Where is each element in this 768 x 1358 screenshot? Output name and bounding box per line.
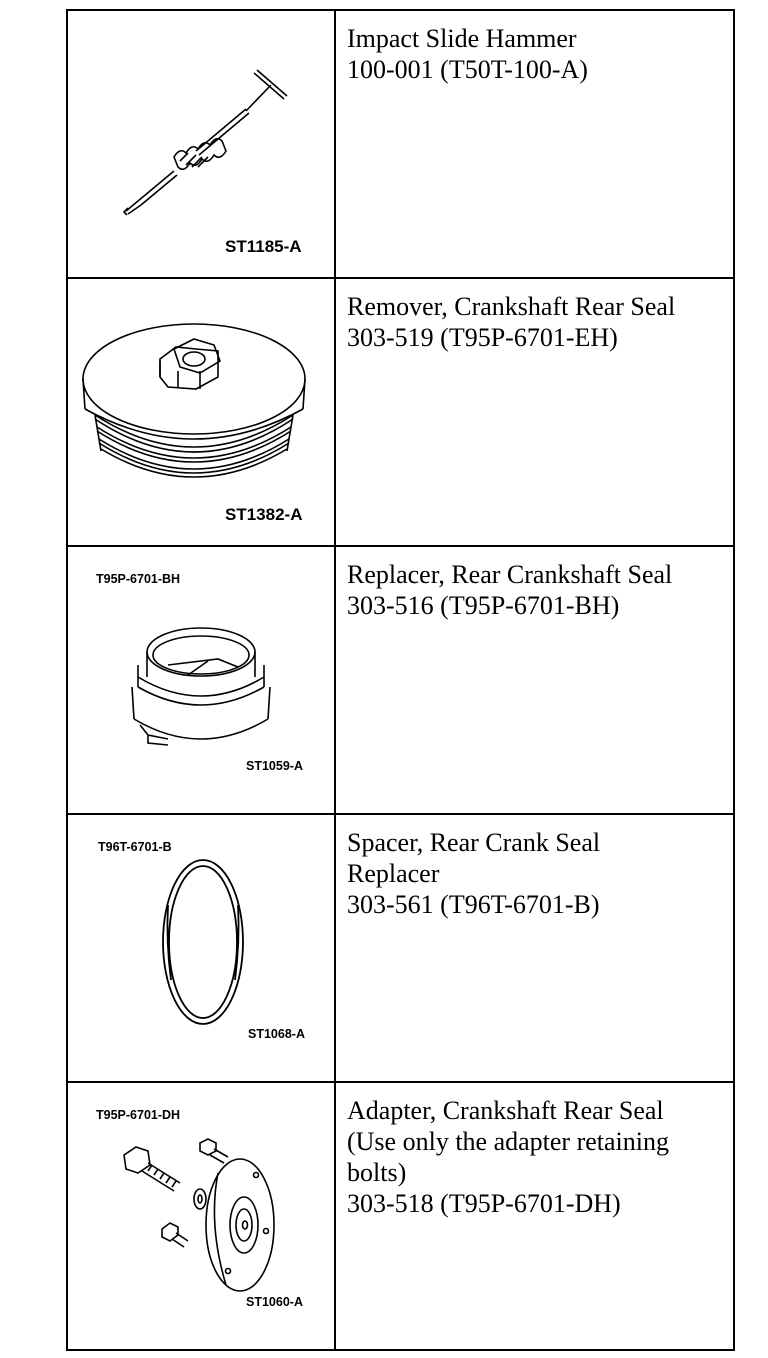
- tool-name-line2: Replacer: [347, 859, 440, 888]
- part-label: T96T-6701-B: [98, 840, 172, 854]
- tool-illustration-cell: [67, 1082, 335, 1350]
- illustration-id: ST1185-A: [225, 237, 302, 256]
- slide-hammer-illustration: [68, 11, 334, 265]
- illustration-id: ST1060-A: [246, 1295, 303, 1309]
- special-tools-table: [66, 9, 735, 1351]
- tool-name-line1: Spacer, Rear Crank Seal: [347, 828, 601, 857]
- tool-number: 303-518 (T95P-6701-DH): [347, 1189, 621, 1218]
- tool-number: 303-519 (T95P-6701-EH): [347, 323, 618, 352]
- tool-illustration-cell: [67, 10, 335, 278]
- tool-illustration-cell: [67, 546, 335, 814]
- tool-description-cell: [335, 1082, 734, 1350]
- tool-name: Replacer, Rear Crankshaft Seal: [347, 560, 673, 589]
- illustration-id: ST1382-A: [225, 505, 303, 524]
- tool-row: [67, 278, 734, 546]
- tool-description-cell: [335, 546, 734, 814]
- illustration-id: ST1068-A: [248, 1027, 305, 1041]
- tool-row: [67, 10, 734, 278]
- tool-note-line1: (Use only the adapter retaining: [347, 1127, 669, 1156]
- tool-row: [67, 1082, 734, 1350]
- seal-remover-illustration: [68, 279, 334, 533]
- part-label: T95P-6701-BH: [96, 572, 181, 586]
- illustration-id: ST1059-A: [246, 759, 303, 773]
- tool-number: 303-561 (T96T-6701-B): [347, 890, 600, 919]
- tool-note-line2: bolts): [347, 1158, 407, 1187]
- tool-illustration-cell: [67, 814, 335, 1082]
- tool-description-cell: [335, 10, 734, 278]
- tool-name: Adapter, Crankshaft Rear Seal: [347, 1096, 664, 1125]
- tool-number: 100-001 (T50T-100-A): [347, 55, 588, 84]
- tool-number: 303-516 (T95P-6701-BH): [347, 591, 620, 620]
- tool-row: [67, 546, 734, 814]
- tool-name: Impact Slide Hammer: [347, 24, 577, 53]
- tool-description-cell: [335, 278, 734, 546]
- tool-name: Remover, Crankshaft Rear Seal: [347, 292, 676, 321]
- tool-description-cell: [335, 814, 734, 1082]
- tool-row: [67, 814, 734, 1082]
- tool-illustration-cell: [67, 278, 335, 546]
- part-label: T95P-6701-DH: [96, 1108, 181, 1122]
